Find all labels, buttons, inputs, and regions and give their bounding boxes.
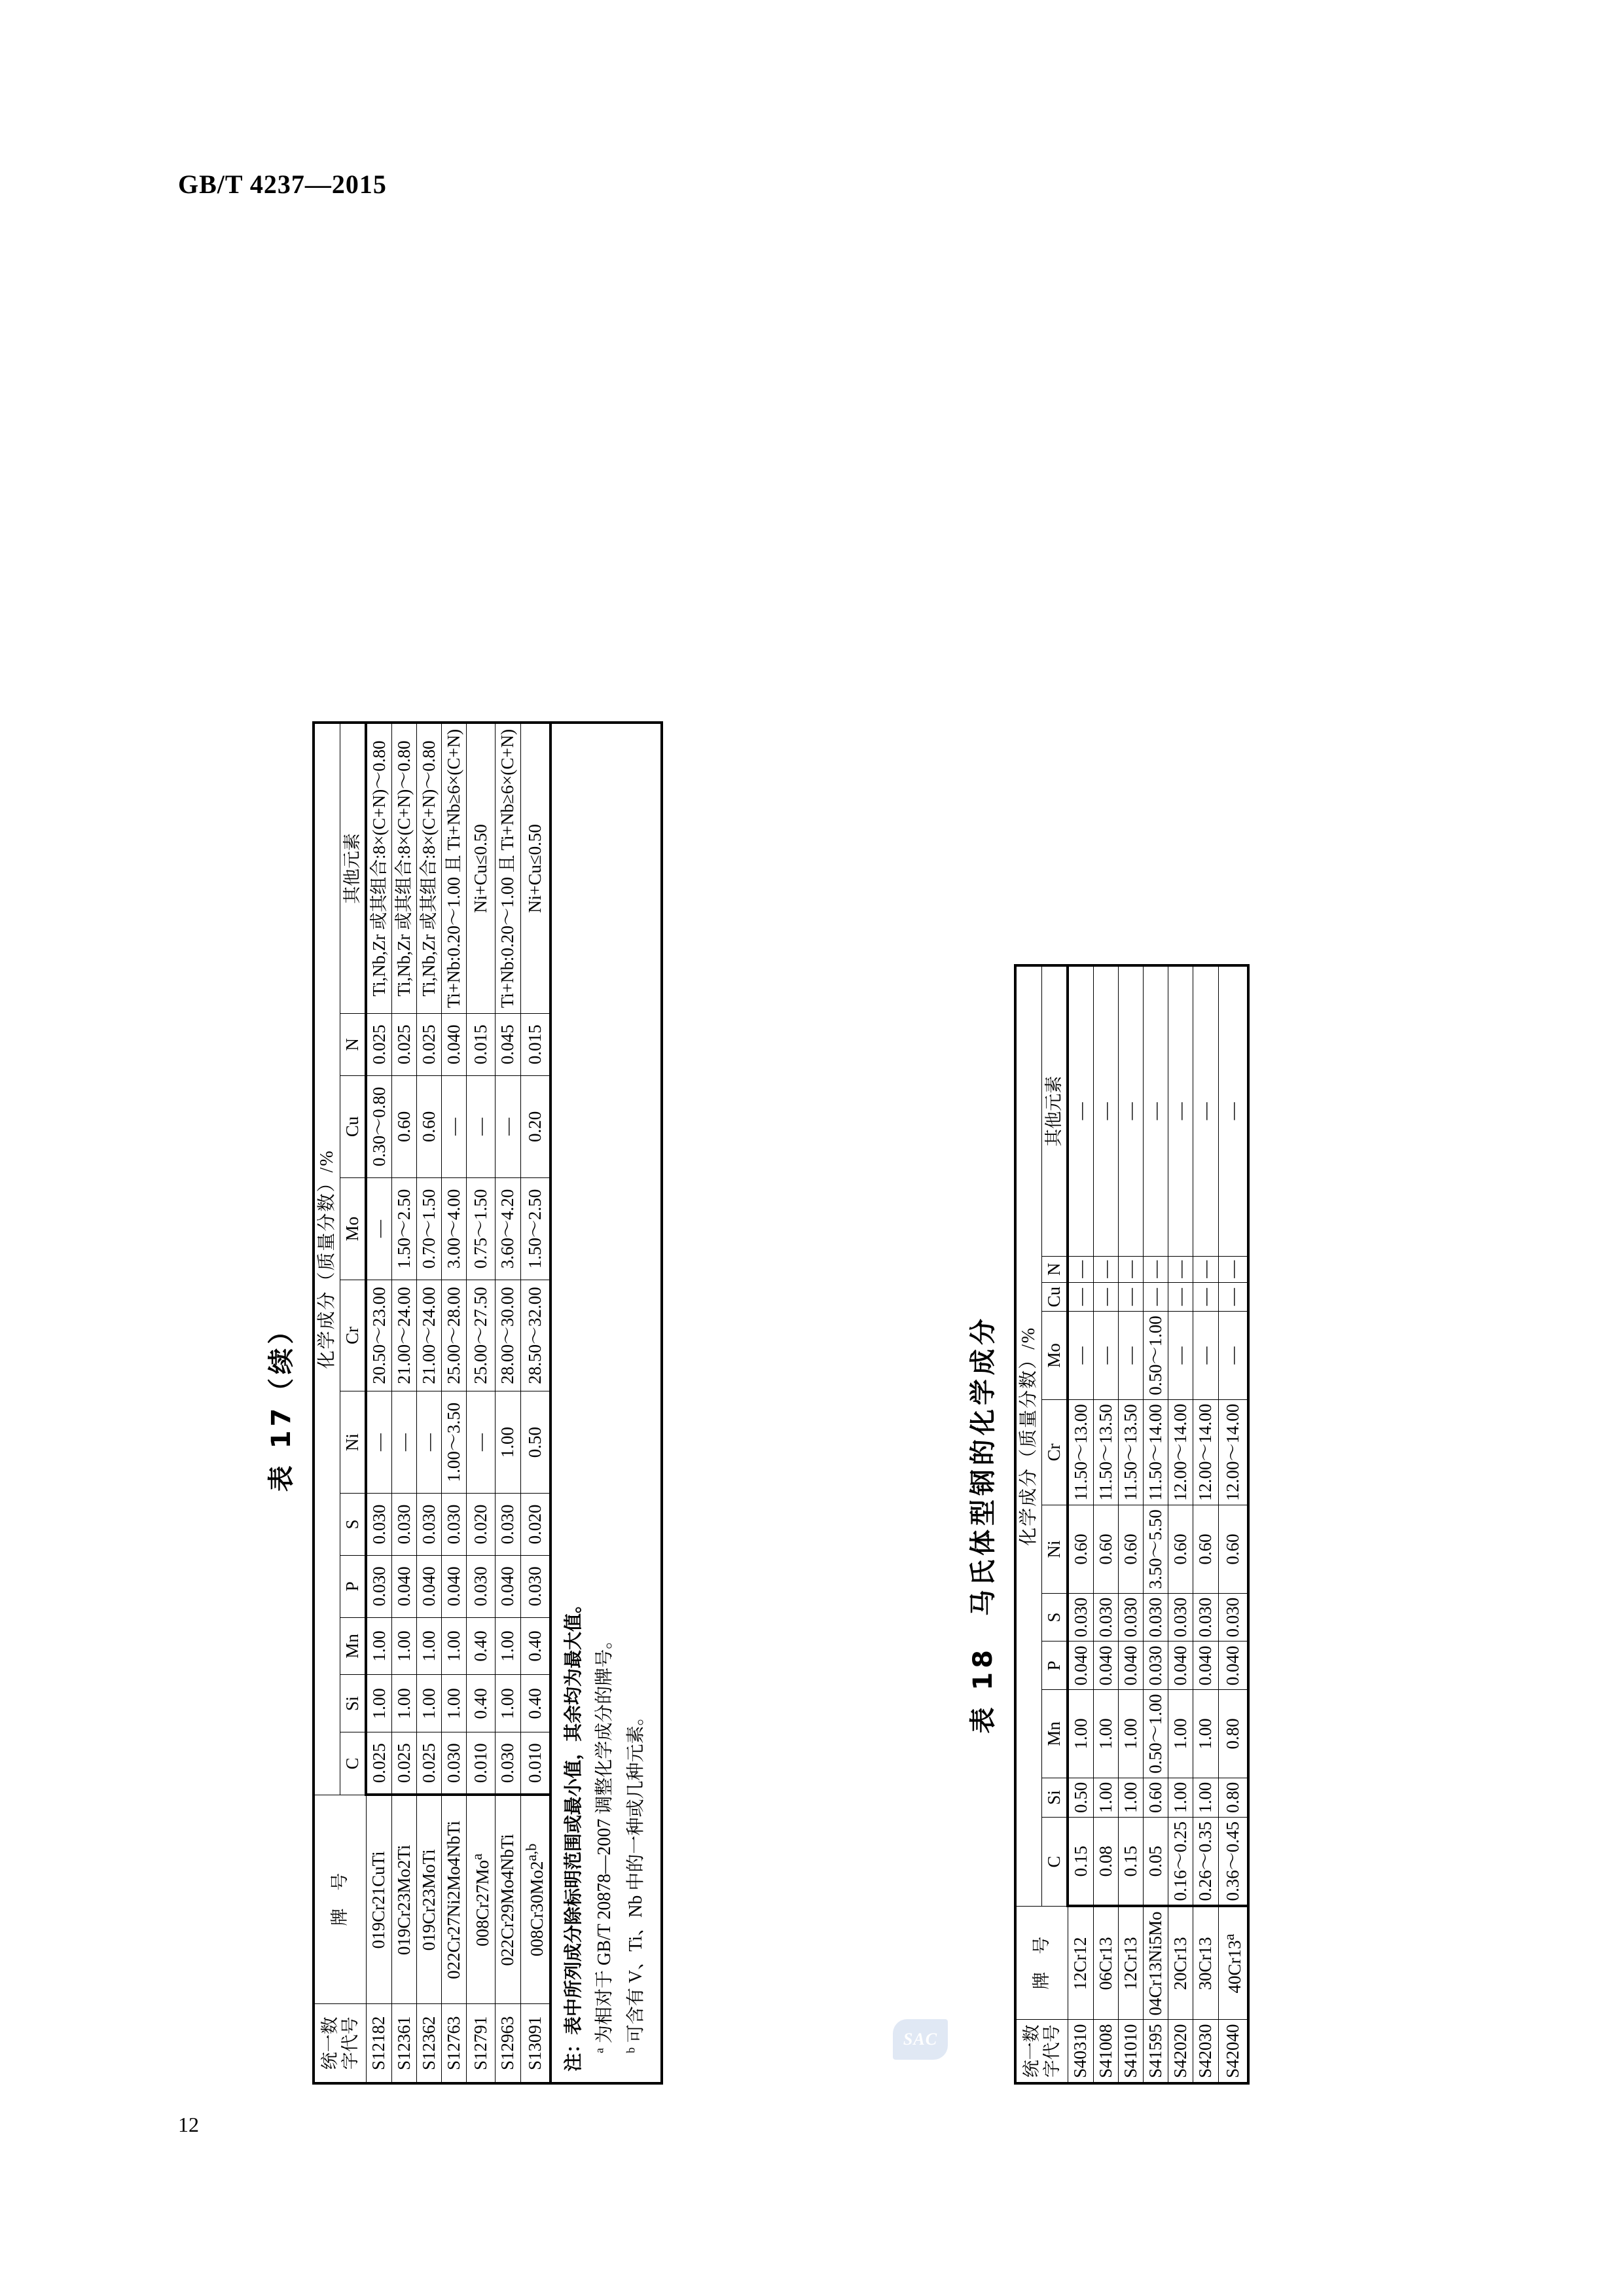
cell-code: S41008 [1094,2020,1119,2083]
cell-grade: 008Cr30Mo2$^{a,b}$ [520,1795,550,2004]
cell-grade: 04Cr13Ni5Mo [1144,1906,1168,2020]
cell-mo: — [366,1177,392,1280]
cell-si: 0.40 [520,1675,550,1732]
cell-c: 0.08 [1094,1817,1119,1906]
cell-si: 1.00 [417,1675,442,1732]
sac-logo-watermark: SAC [893,2019,948,2060]
table18-th-other: 其他元素 [1042,965,1068,1257]
cell-grade: 022Cr29Mo4NbTi [496,1795,520,2004]
table17-th-cu: Cu [340,1075,367,1177]
cell-p: 0.040 [1119,1641,1144,1690]
cell-s: 0.030 [1119,1593,1144,1641]
cell-c: 0.030 [496,1732,520,1795]
table-row [1144,965,1168,2083]
cell-code: S12361 [392,2004,417,2083]
cell-s: 0.030 [1218,1593,1248,1641]
table18-th-s: S [1042,1593,1068,1641]
table-row [496,723,520,2083]
cell-c: 0.05 [1144,1817,1168,1906]
cell-cu: — [442,1075,467,1177]
cell-code: S12963 [496,2004,520,2083]
cell-ni: — [467,1391,496,1494]
cell-code: S42020 [1168,2020,1193,2083]
table17-th-code: 统一数 字代号 [314,2004,366,2083]
cell-cu: 0.60 [417,1075,442,1177]
cell-n: 0.015 [520,1014,550,1076]
cell-n: 0.025 [366,1014,392,1076]
cell-code: S12362 [417,2004,442,2083]
cell-cr: 28.00～30.00 [496,1280,520,1391]
cell-mo: — [1193,1312,1218,1400]
cell-grade: 20Cr13 [1168,1906,1193,2020]
cell-ni: 0.60 [1218,1505,1248,1594]
cell-n: — [1119,1256,1144,1282]
running-head: GB/T 4237—2015 [178,170,387,199]
cell-s: 0.020 [467,1494,496,1556]
cell-p: 0.030 [467,1555,496,1617]
cell-grade: 06Cr13 [1094,1906,1119,2020]
cell-si: 1.00 [392,1675,417,1732]
cell-cr: 25.00～27.50 [467,1280,496,1391]
cell-mn: 0.40 [520,1617,550,1675]
table17-footnote-a-mark: a [592,2048,606,2053]
table-row [442,723,467,2083]
table-row [417,723,442,2083]
table18-th-p: P [1042,1641,1068,1690]
table18-head [1015,965,1068,2083]
table17-th-mo: Mo [340,1177,367,1280]
cell-ni: — [392,1391,417,1494]
cell-mo: — [1218,1312,1248,1400]
table18-block [962,964,1250,2085]
cell-other: — [1144,965,1168,1257]
table-row [1168,965,1193,2083]
cell-si: 1.00 [1193,1778,1218,1817]
cell-ni: 1.00 [496,1391,520,1494]
cell-ni: 3.50～5.50 [1144,1505,1168,1594]
cell-p: 0.040 [1068,1641,1094,1690]
cell-other: Ni+Cu≤0.50 [467,723,496,1014]
cell-c: 0.010 [467,1732,496,1795]
table17-footnote-a-text: 为相对于 GB/T 20878—2007 调整化学成分的牌号。 [594,1630,615,2043]
cell-p: 0.030 [520,1555,550,1617]
table17-th-p: P [340,1555,367,1617]
cell-mn: 1.00 [392,1617,417,1675]
cell-cr: 11.50～13.50 [1119,1399,1144,1505]
table18-caption: 表 18 马氏体型钢的化学成分 [968,1315,998,1734]
cell-mn: 1.00 [496,1617,520,1675]
cell-mn: 0.40 [467,1617,496,1675]
table-row [392,723,417,2083]
table17-head [314,723,366,2083]
cell-cu: 0.60 [392,1075,417,1177]
cell-mo: 1.50～2.50 [520,1177,550,1280]
cell-s: 0.030 [1193,1593,1218,1641]
cell-n: 0.045 [496,1014,520,1076]
table17-th-cr: Cr [340,1280,367,1391]
cell-ni: 0.60 [1168,1505,1193,1594]
cell-mo: 0.75～1.50 [467,1177,496,1280]
cell-p: 0.040 [417,1555,442,1617]
cell-ni: 0.60 [1094,1505,1119,1594]
cell-si: 1.00 [496,1675,520,1732]
cell-code: S12763 [442,2004,467,2083]
cell-s: 0.030 [1144,1593,1168,1641]
cell-c: 0.025 [392,1732,417,1795]
cell-other: — [1168,965,1193,1257]
cell-code: S12791 [467,2004,496,2083]
cell-n: 0.025 [392,1014,417,1076]
cell-cu: — [1119,1282,1144,1312]
cell-other: — [1119,965,1144,1257]
table-row [520,723,550,2083]
cell-c: 0.36～0.45 [1218,1817,1248,1906]
cell-grade: 019Cr23MoTi [417,1795,442,2004]
cell-mo: 0.50～1.00 [1144,1312,1168,1400]
table17-th-other: 其他元素 [340,723,367,1014]
cell-ni: 0.60 [1193,1505,1218,1594]
cell-other: — [1193,965,1218,1257]
cell-ni: 1.00～3.50 [442,1391,467,1494]
cell-cr: 12.00～14.00 [1218,1399,1248,1505]
cell-cr: 28.50～32.00 [520,1280,550,1391]
cell-cr: 21.00～24.00 [417,1280,442,1391]
cell-s: 0.030 [366,1494,392,1556]
cell-cu: 0.30～0.80 [366,1075,392,1177]
cell-mn: 0.80 [1218,1690,1248,1778]
cell-n: — [1218,1256,1248,1282]
cell-si: 0.60 [1144,1778,1168,1817]
cell-other: Ti,Nb,Zr 或其组合:8×(C+N)～0.80 [366,723,392,1014]
table17-caption: 表 17（续） [266,1314,297,1492]
cell-c: 0.010 [520,1732,550,1795]
cell-ni: 0.60 [1119,1505,1144,1594]
table17-footnote-b-mark: b [624,2047,638,2053]
cell-s: 0.030 [1068,1593,1094,1641]
cell-c: 0.025 [417,1732,442,1795]
table-row [1068,965,1094,2083]
table17-header-row-1 [314,723,340,2083]
table18-th-mn: Mn [1042,1690,1068,1778]
cell-cu: — [1168,1282,1193,1312]
cell-cu: 0.20 [520,1075,550,1177]
table17-footnote-b [621,734,652,2053]
cell-n: — [1168,1256,1193,1282]
cell-si: 1.00 [1168,1778,1193,1817]
cell-mn: 1.00 [1094,1690,1119,1778]
cell-mo: — [1168,1312,1193,1400]
table18-th-n: N [1042,1256,1068,1282]
cell-p: 0.040 [1193,1641,1218,1690]
cell-ni: 0.60 [1068,1505,1094,1594]
cell-p: 0.040 [496,1555,520,1617]
cell-cr: 12.00～14.00 [1193,1399,1218,1505]
cell-other: Ti+Nb:0.20～1.00 且 Ti+Nb≥6×(C+N) [496,723,520,1014]
cell-other: — [1068,965,1094,1257]
cell-cr: 21.00～24.00 [392,1280,417,1391]
table17-block [261,721,663,2085]
cell-c: 0.26～0.35 [1193,1817,1218,1906]
cell-s: 0.030 [496,1494,520,1556]
table-row [1218,965,1248,2083]
cell-other: Ti+Nb:0.20～1.00 且 Ti+Nb≥6×(C+N) [442,723,467,1014]
cell-mo: 3.00～4.00 [442,1177,467,1280]
cell-mo: — [1094,1312,1119,1400]
table17-footnote-a [589,734,621,2053]
cell-si: 0.50 [1068,1778,1094,1817]
cell-cr: 11.50～14.00 [1144,1399,1168,1505]
cell-other: — [1218,965,1248,1257]
cell-cr: 11.50～13.50 [1094,1399,1119,1505]
cell-grade: 30Cr13 [1193,1906,1218,2020]
cell-mn: 1.00 [1119,1690,1144,1778]
table18-th-cu: Cu [1042,1282,1068,1312]
table18-th-grade: 牌 号 [1015,1906,1068,2020]
cell-code: S41010 [1119,2020,1144,2083]
cell-mn: 1.00 [1193,1690,1218,1778]
cell-cr: 11.50～13.00 [1068,1399,1094,1505]
cell-cu: — [496,1075,520,1177]
table-row [1193,965,1218,2083]
cell-si: 0.40 [467,1675,496,1732]
cell-cu: — [1094,1282,1119,1312]
cell-mo: — [1119,1312,1144,1400]
table18-th-mo: Mo [1042,1312,1068,1400]
table17-body [366,723,550,2083]
cell-n: 0.015 [467,1014,496,1076]
table18-th-ni: Ni [1042,1505,1068,1594]
table18 [1014,964,1250,2085]
table17 [312,721,552,2085]
cell-mn: 1.00 [1168,1690,1193,1778]
cell-p: 0.040 [1168,1641,1193,1690]
cell-p: 0.030 [1144,1641,1168,1690]
cell-code: S40310 [1068,2020,1094,2083]
cell-n: — [1068,1256,1094,1282]
cell-s: 0.020 [520,1494,550,1556]
table17-th-s: S [340,1494,367,1556]
cell-si: 1.00 [442,1675,467,1732]
cell-other: Ti,Nb,Zr 或其组合:8×(C+N)～0.80 [417,723,442,1014]
table-row [366,723,392,2083]
cell-p: 0.040 [1218,1641,1248,1690]
cell-code: S41595 [1144,2020,1168,2083]
cell-cr: 20.50～23.00 [366,1280,392,1391]
cell-cu: — [1218,1282,1248,1312]
table17-th-n: N [340,1014,367,1076]
table18-header-row-1 [1015,965,1042,2083]
cell-mo: 3.60～4.20 [496,1177,520,1280]
cell-grade: 40Cr13$^a$ [1218,1906,1248,2020]
cell-p: 0.040 [442,1555,467,1617]
cell-code: S42030 [1193,2020,1218,2083]
cell-s: 0.030 [1168,1593,1193,1641]
table17-th-mn: Mn [340,1617,367,1675]
table17-th-si: Si [340,1675,367,1732]
cell-mn: 1.00 [417,1617,442,1675]
table-row [1094,965,1119,2083]
cell-n: 0.025 [417,1014,442,1076]
table18-th-code: 统一数 字代号 [1015,2020,1068,2083]
cell-grade: 008Cr27Mo$^a$ [467,1795,496,2004]
cell-grade: 019Cr23Mo2Ti [392,1795,417,2004]
cell-p: 0.040 [1094,1641,1119,1690]
cell-mo: — [1068,1312,1094,1400]
table17-th-ni: Ni [340,1391,367,1494]
cell-c: 0.025 [366,1732,392,1795]
table17-th-c: C [340,1732,367,1795]
cell-cu: — [1193,1282,1218,1312]
cell-ni: — [417,1391,442,1494]
cell-mn: 1.00 [442,1617,467,1675]
page-number: 12 [178,2113,199,2136]
cell-other: Ti,Nb,Zr 或其组合:8×(C+N)～0.80 [392,723,417,1014]
cell-s: 0.030 [442,1494,467,1556]
cell-other: Ni+Cu≤0.50 [520,723,550,1014]
cell-c: 0.030 [442,1732,467,1795]
cell-si: 1.00 [366,1675,392,1732]
cell-mn: 0.50～1.00 [1144,1690,1168,1778]
cell-cr: 12.00～14.00 [1168,1399,1193,1505]
table17-th-grade: 牌 号 [314,1795,366,2004]
cell-grade: 12Cr12 [1068,1906,1094,2020]
cell-c: 0.15 [1068,1817,1094,1906]
cell-s: 0.030 [392,1494,417,1556]
cell-other: — [1094,965,1119,1257]
table17-footnote-b-text: 可含有 V、Ti、Nb 中的一种或几种元素。 [625,1707,646,2043]
cell-mn: 1.00 [366,1617,392,1675]
cell-code: S42040 [1218,2020,1248,2083]
table18-th-spanner: 化学成分（质量分数）/% [1015,965,1042,1907]
cell-n: — [1193,1256,1218,1282]
cell-c: 0.15 [1119,1817,1144,1906]
cell-grade: 12Cr13 [1119,1906,1144,2020]
cell-code: S13091 [520,2004,550,2083]
table18-th-cr: Cr [1042,1399,1068,1505]
cell-p: 0.030 [366,1555,392,1617]
cell-s: 0.030 [1094,1593,1119,1641]
cell-grade: 022Cr27Ni2Mo4NbTi [442,1795,467,2004]
cell-cr: 25.00～28.00 [442,1280,467,1391]
cell-mo: 0.70～1.50 [417,1177,442,1280]
cell-s: 0.030 [417,1494,442,1556]
table-row [1119,965,1144,2083]
cell-n: 0.040 [442,1014,467,1076]
cell-si: 1.00 [1094,1778,1119,1817]
cell-grade: 019Cr21CuTi [366,1795,392,2004]
cell-ni: 0.50 [520,1391,550,1494]
cell-code: S12182 [366,2004,392,2083]
cell-n: — [1094,1256,1119,1282]
cell-cu: — [1068,1282,1094,1312]
table18-th-si: Si [1042,1778,1068,1817]
table17-notes [552,721,664,2085]
cell-mn: 1.00 [1068,1690,1094,1778]
cell-n: — [1144,1256,1168,1282]
cell-ni: — [366,1391,392,1494]
cell-cu: — [1144,1282,1168,1312]
table17-note-main: 注：表中所列成分除标明范围或最小值，其余均为最大值。 [563,1594,584,2072]
table18-body [1068,965,1248,2083]
cell-cu: — [467,1075,496,1177]
cell-si: 1.00 [1119,1778,1144,1817]
table-row [467,723,496,2083]
cell-mo: 1.50～2.50 [392,1177,417,1280]
cell-p: 0.040 [392,1555,417,1617]
cell-c: 0.16～0.25 [1168,1817,1193,1906]
cell-si: 0.80 [1218,1778,1248,1817]
table17-th-spanner: 化学成分（质量分数）/% [314,723,340,1795]
table18-th-c: C [1042,1817,1068,1906]
